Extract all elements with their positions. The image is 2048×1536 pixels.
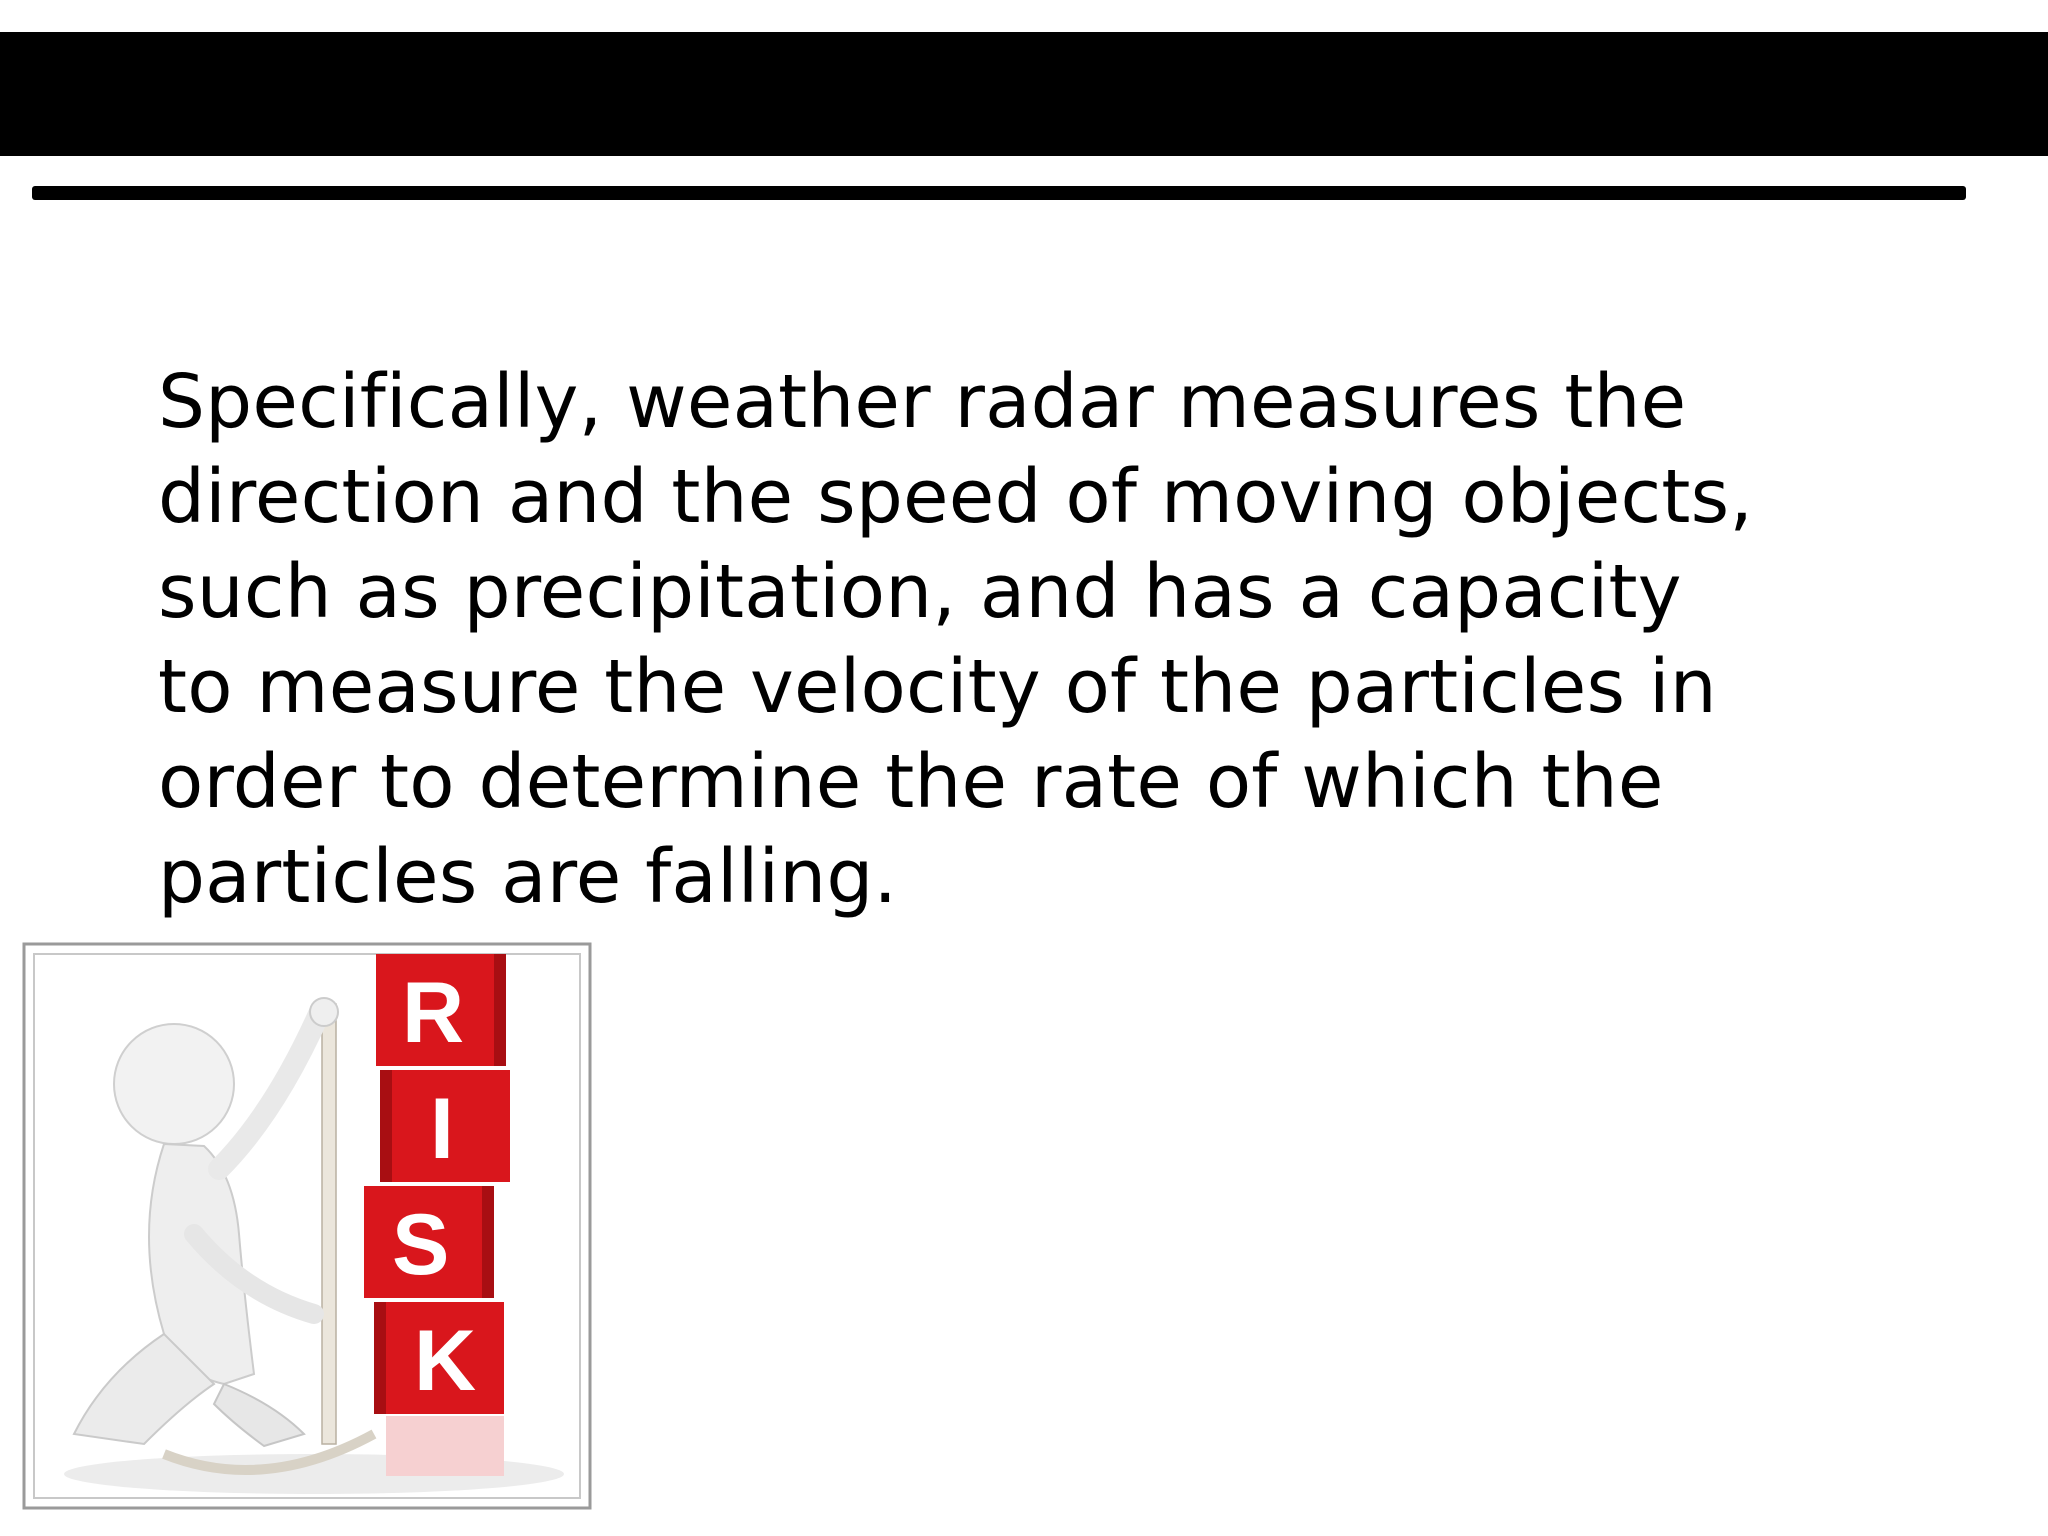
risk-illustration-svg [14, 934, 600, 1520]
body-line: such as precipitation, and has a capacity [158, 549, 1682, 635]
body-line: to measure the velocity of the particles in [158, 644, 1717, 730]
block-s-letter: S [392, 1197, 450, 1293]
title-underline [32, 186, 1966, 200]
block-i-letter: I [430, 1081, 454, 1177]
block-r-letter: R [402, 965, 465, 1061]
body-line: Specifically, weather radar measures the [158, 359, 1687, 445]
body-line: order to determine the rate of which the [158, 739, 1664, 825]
block-k-letter: K [414, 1313, 477, 1409]
measuring-tape-icon [322, 1004, 336, 1444]
body-line: direction and the speed of moving objects, [158, 454, 1754, 540]
risk-illustration [14, 934, 600, 1520]
body-line: particles are falling. [158, 834, 898, 920]
block-reflection [386, 1416, 504, 1476]
title-bar [0, 32, 2048, 156]
risk-blocks [364, 954, 510, 1476]
body-paragraph [158, 355, 1918, 925]
